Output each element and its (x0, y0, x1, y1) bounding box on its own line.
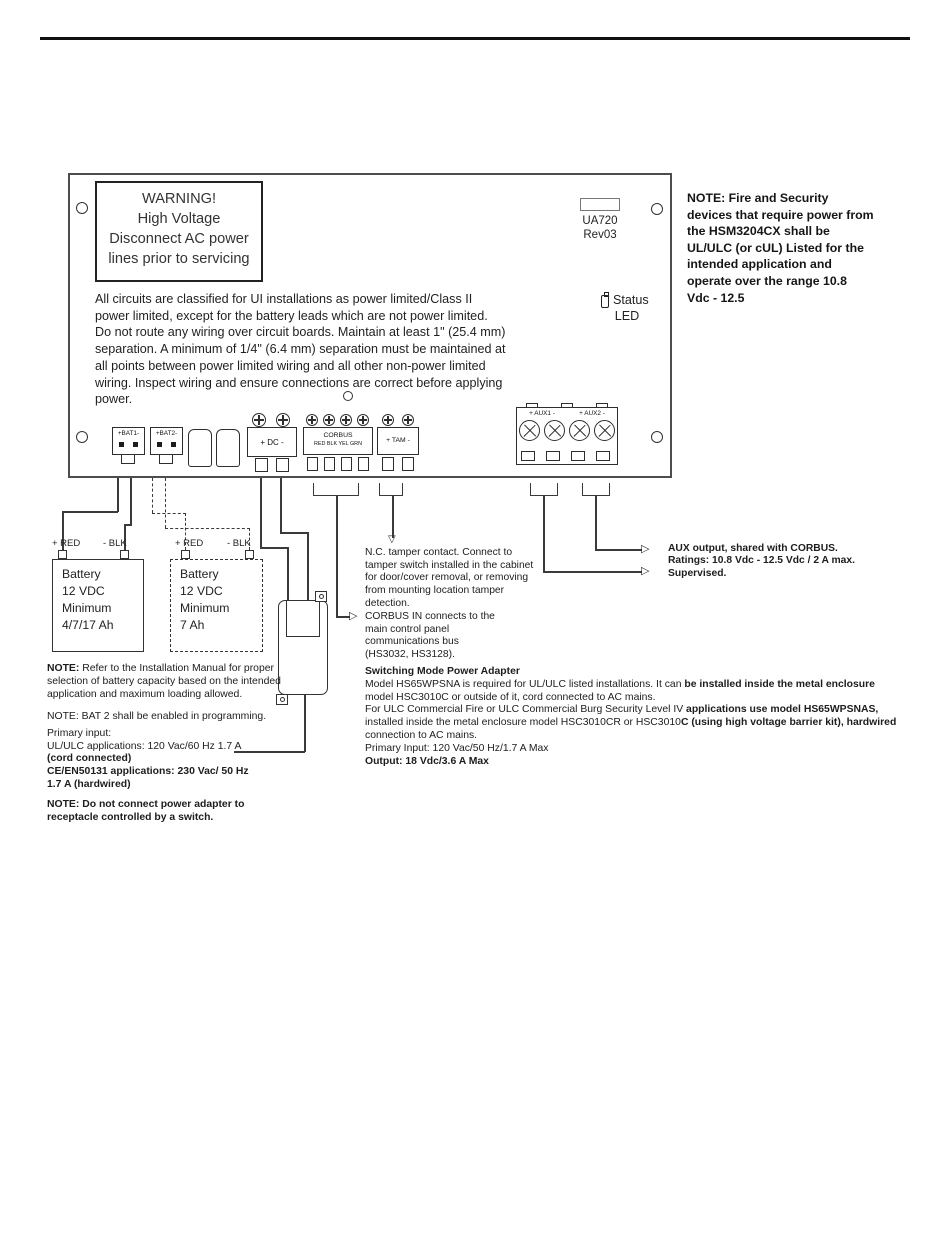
status-led-sub-label: LED (614, 309, 640, 323)
wire-segment (336, 616, 350, 618)
bracket-aux2 (582, 483, 610, 496)
bat2-note: NOTE: BAT 2 shall be enabled in programming. (47, 711, 267, 722)
wire-segment (543, 496, 545, 573)
wire-slot (402, 457, 414, 471)
board-rev-label: Rev03 (583, 229, 617, 241)
warning-text: WARNING! High Voltage Disconnect AC power lines prior to servicing (108, 191, 250, 267)
wire-segment (543, 571, 642, 573)
wire-segment (287, 547, 289, 600)
warning-box (95, 181, 263, 282)
battery2-text: Battery 12 VDC Minimum 7 Ah (180, 567, 230, 632)
wire-segment (336, 496, 338, 617)
board-model-label: UA720 (582, 215, 618, 227)
wire-slot (324, 457, 335, 471)
note-fire-security: NOTE: Fire and Security devices that require power from the HSM3204CX shall be UL/ULC (or cUL) Listed for the intended application and operate over the range 10.8 Vdc - 12.5 (687, 191, 874, 305)
wire-slot (521, 451, 535, 461)
bat2-connector (150, 427, 183, 465)
safety-notice-text: All circuits are classified for UI installations as power limited/Class II power limited, except for the battery leads which are not power limited. Do not route any wiring over circuit boards. Maintain at least 1" (25.4 mm) separation. A minimum of 1/4" (6.4 mm) separation must be maintained at all points between power limited wiring and all other non-power limited wiring. Inspect wiring and ensure connections are correct before applying power. (95, 292, 506, 407)
screw-terminal-icon (323, 414, 335, 426)
screw-terminal-icon (544, 420, 565, 441)
wire-slot (341, 457, 352, 471)
wire-segment (392, 496, 394, 538)
bracket-corbus (313, 483, 359, 496)
power-adapter-drawing (278, 600, 328, 695)
screw-terminal-icon (382, 414, 394, 426)
wire-slot (276, 458, 289, 472)
adapter-screw-tab (315, 591, 327, 602)
aux-annotation: AUX output, shared with CORBUS. Ratings: 10.8 Vdc - 12.5 Vdc / 2 A max. Supervised. (668, 543, 855, 579)
blank-connector (188, 429, 212, 467)
terminal-tab (526, 403, 538, 408)
adapter-label-plate (286, 600, 320, 637)
battery1-neg-label: - BLK (103, 538, 127, 549)
tam-terminal-label: + TAM - (386, 437, 410, 444)
wire-segment (595, 496, 597, 551)
battery2-neg-label: - BLK (227, 538, 251, 549)
mounting-hole-icon (651, 203, 663, 215)
wire-slot (596, 451, 610, 461)
wire-segment (260, 547, 288, 549)
status-led-icon (601, 295, 609, 308)
wire-slot (546, 451, 560, 461)
wire-segment (152, 513, 186, 514)
arrow-right-icon: ▷ (641, 543, 650, 555)
blank-connector (216, 429, 240, 467)
wire-segment (152, 478, 153, 513)
switch-note: NOTE: Do not connect power adapter to receptacle controlled by a switch. (47, 799, 245, 823)
adapter-note: Switching Mode Power Adapter Model HS65WPSNA is required for UL/ULC listed installations. It can be installed inside the metal enclosure model HSC3010C or outside of it, cord connected to AC mains. For ULC Commercial Fire or ULC Commercial Burg Security Level IV applications use model HS65WPSNAS, installed inside the metal enclosure model HSC3010CR or HSC3010C (using high voltage barrier kit), hardwired connection to AC mains. Primary Input: 120 Vac/50 Hz/1.7 A Max Output: 18 Vdc/3.6 A Max (365, 666, 897, 767)
battery-terminal (120, 550, 129, 559)
battery1-pos-label: + RED (52, 538, 81, 549)
terminal-tab (596, 403, 608, 408)
wire-slot (571, 451, 585, 461)
dc-terminal (247, 412, 297, 472)
bat1-connector (112, 427, 145, 465)
aux2-terminal-label: + AUX2 - (579, 410, 605, 417)
wire-segment (117, 478, 119, 512)
screw-terminal-icon (569, 420, 590, 441)
corbus-terminal (303, 413, 373, 472)
wire-segment (280, 532, 309, 534)
battery2-pos-label: + RED (175, 538, 204, 549)
wire-slot (255, 458, 268, 472)
corbus-terminal-label: CORBUS (323, 432, 353, 439)
wire-segment (260, 478, 262, 548)
primary-input-note: Primary input: UL/ULC applications: 120 Vac/60 Hz 1.7 A (cord connected) CE/EN50131 applications: 230 Vac/ 50 Hz 1.7 A (hardwired) (47, 728, 249, 790)
bat1-connector-label: +BAT1- (117, 430, 140, 437)
wire-slot (358, 457, 369, 471)
wire-segment (304, 695, 306, 752)
screw-terminal-icon (276, 413, 290, 427)
screw-terminal-icon (252, 413, 266, 427)
bracket-tam (379, 483, 403, 496)
wire-segment (62, 511, 118, 513)
status-led-label: Status (613, 293, 649, 307)
corbus-annotation: CORBUS IN connects to the main control panel communications bus (HS3032, HS3128). (365, 611, 495, 661)
aux1-terminal-label: + AUX1 - (529, 410, 555, 417)
board-label-rect (580, 198, 620, 211)
screw-terminal-icon (357, 414, 369, 426)
battery-terminal (245, 550, 254, 559)
mounting-hole-icon (651, 431, 663, 443)
arrow-right-icon: ▷ (349, 610, 358, 622)
battery-1 (52, 559, 144, 652)
screw-terminal-icon (519, 420, 540, 441)
wire-segment (165, 528, 250, 529)
mounting-hole-icon (76, 431, 88, 443)
mounting-hole-icon (76, 202, 88, 214)
tam-terminal (377, 413, 419, 472)
terminal-tab (561, 403, 573, 408)
wire-segment (280, 478, 282, 533)
aux-terminal (516, 407, 618, 465)
battery1-text: Battery 12 VDC Minimum 4/7/17 Ah (62, 567, 114, 632)
corbus-wire-colors-label: RED BLK YEL GRN (314, 441, 362, 447)
tamper-annotation: N.C. tamper contact. Connect to tamper switch installed in the cabinet for door/cover removal, or removing from mounting location tamper detection. (365, 547, 534, 609)
screw-terminal-icon (594, 420, 615, 441)
screw-terminal-icon (306, 414, 318, 426)
wire-segment (595, 549, 642, 551)
bracket-aux1 (530, 483, 558, 496)
battery-terminal (181, 550, 190, 559)
battery-note: NOTE: Refer to the Installation Manual for proper selection of battery capacity based on the intended application and maximum loading allowed. (47, 663, 281, 700)
screw-terminal-icon (402, 414, 414, 426)
bat2-connector-label: +BAT2- (155, 430, 178, 437)
battery-2 (170, 559, 263, 652)
arrow-right-icon: ▷ (641, 565, 650, 577)
screw-terminal-icon (340, 414, 352, 426)
wire-slot (307, 457, 318, 471)
battery-terminal (58, 550, 67, 559)
wire-segment (130, 478, 132, 525)
wire-segment (307, 532, 309, 600)
arrow-down-icon: ▽ (388, 534, 396, 545)
top-rule (40, 37, 910, 40)
wire-slot (382, 457, 394, 471)
wire-segment (165, 478, 166, 528)
dc-terminal-label: + DC - (260, 438, 284, 447)
